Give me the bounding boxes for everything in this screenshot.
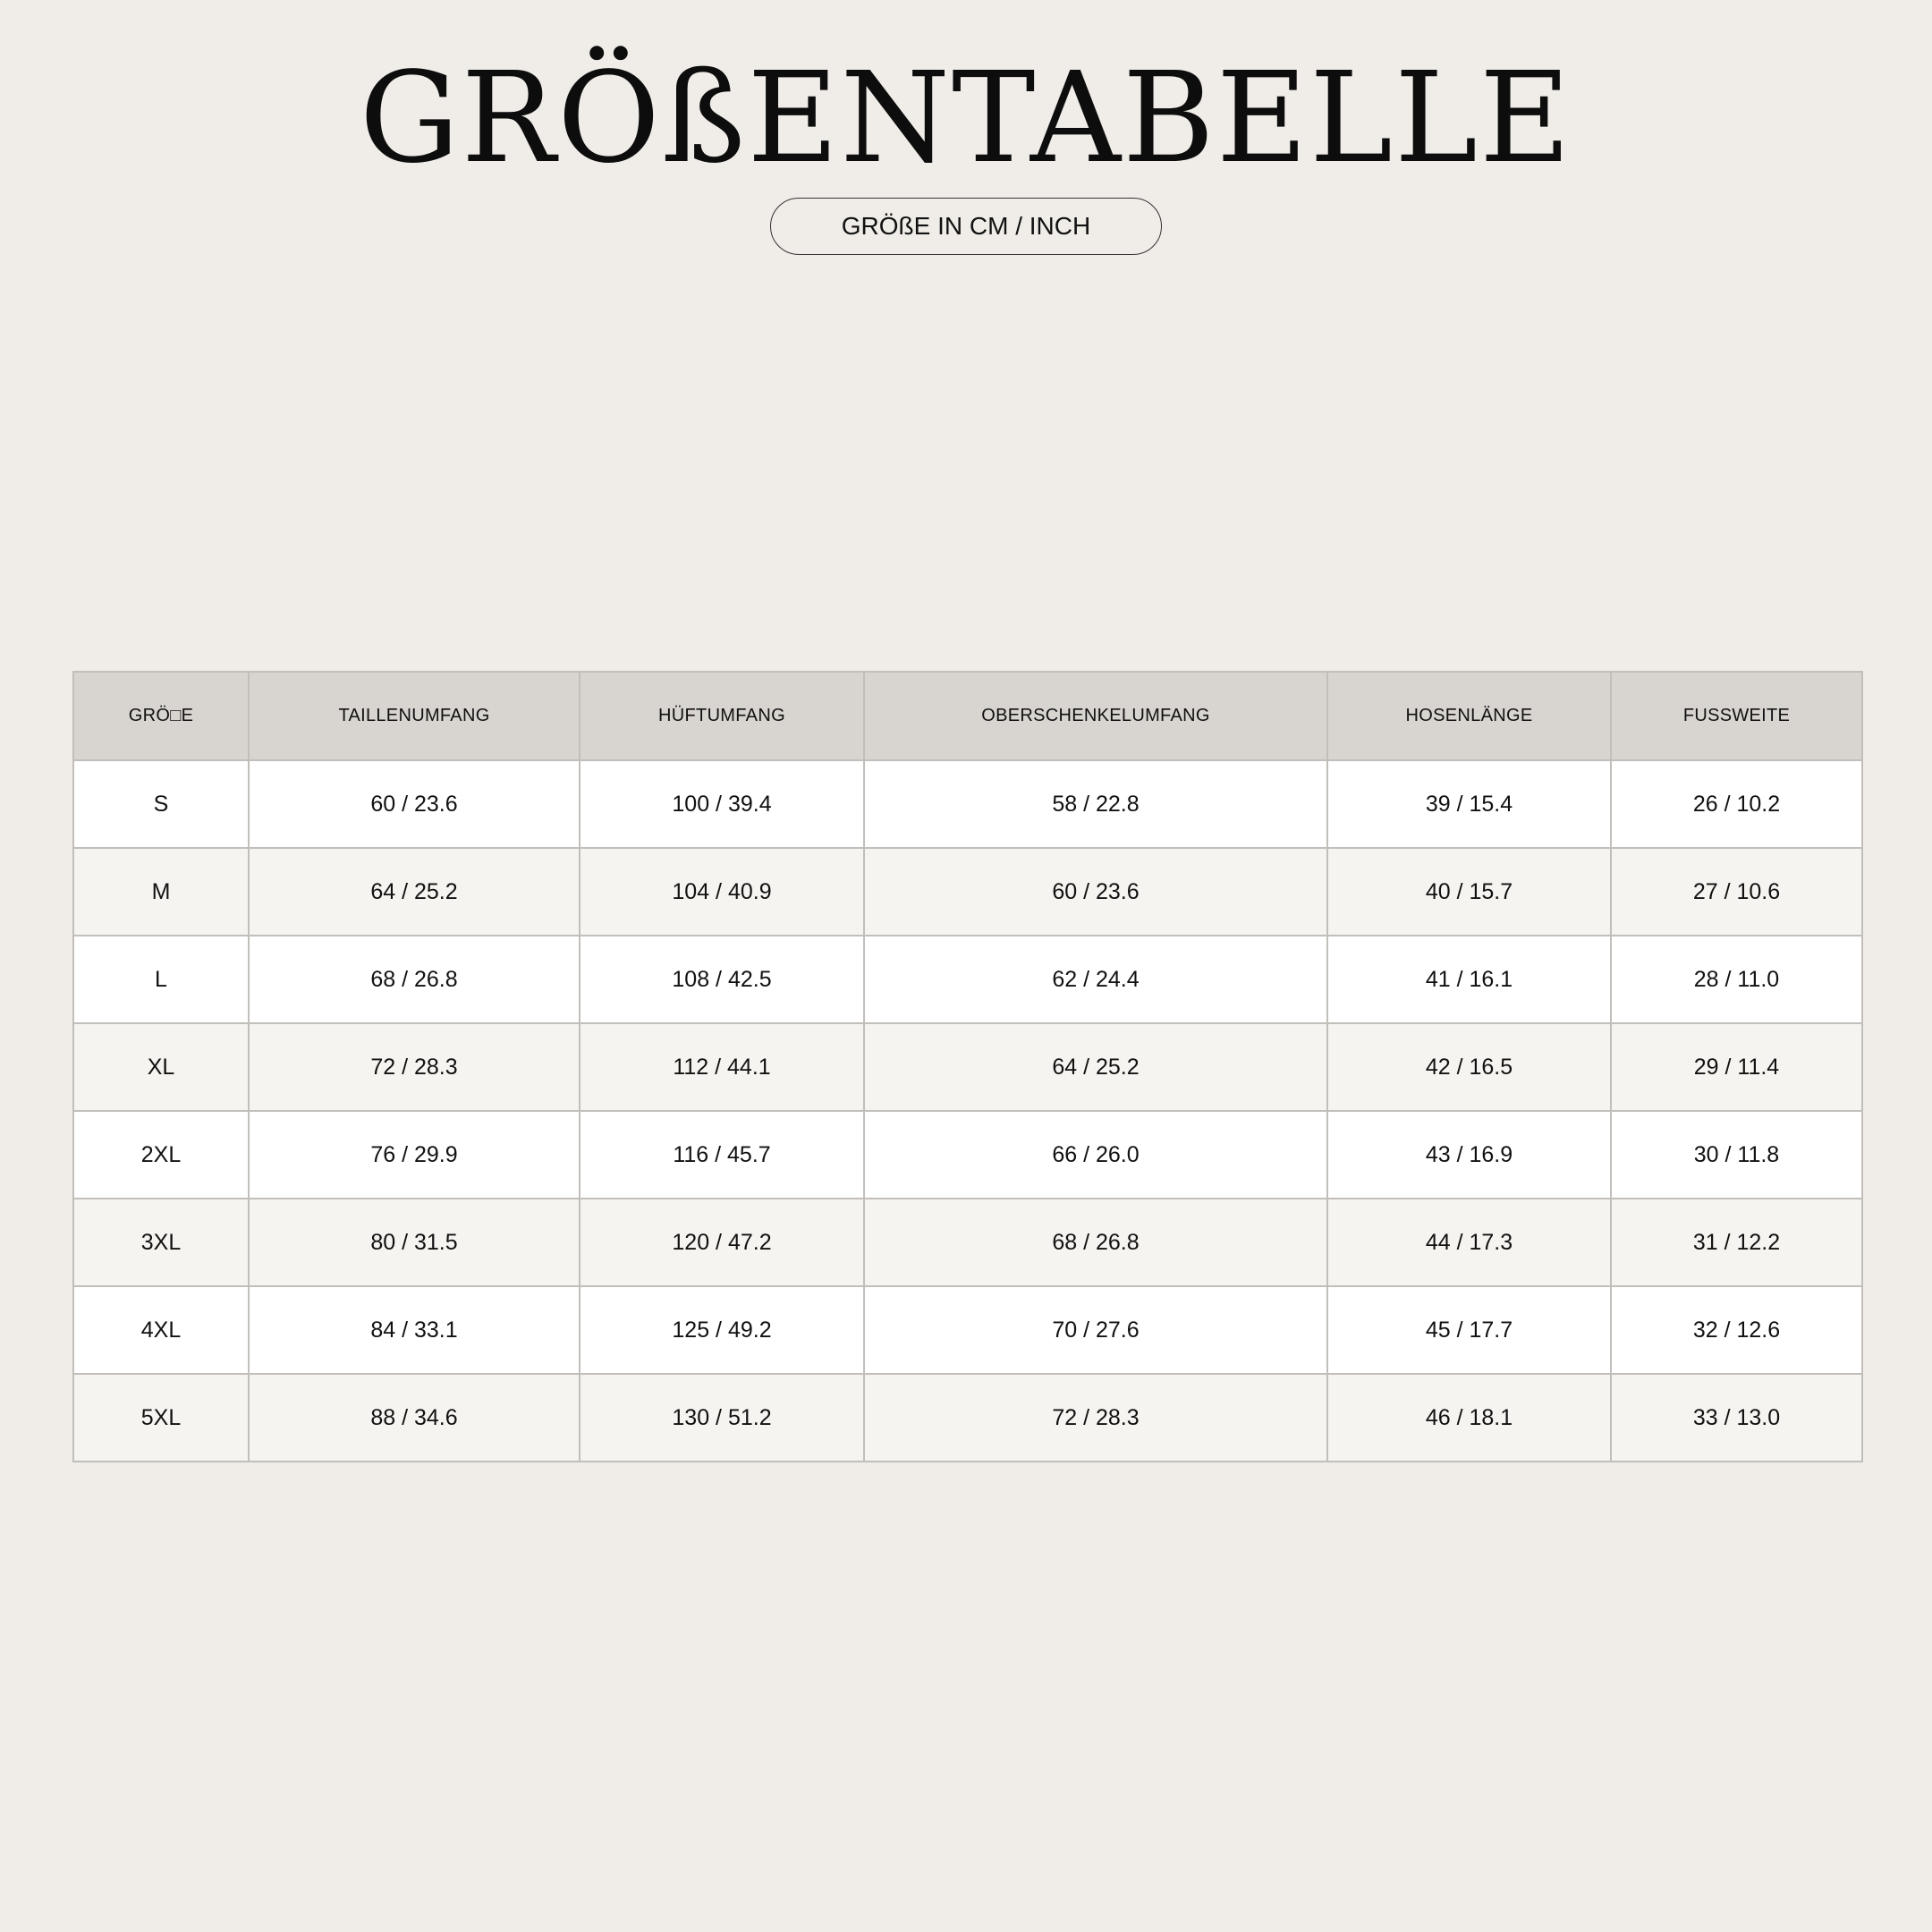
cell-thigh: 62 / 24.4 [864, 936, 1327, 1023]
cell-length: 43 / 16.9 [1327, 1111, 1611, 1199]
cell-size: M [73, 848, 249, 936]
cell-leg-opening: 28 / 11.0 [1611, 936, 1862, 1023]
cell-hip: 108 / 42.5 [580, 936, 864, 1023]
cell-hip: 116 / 45.7 [580, 1111, 864, 1199]
cell-length: 41 / 16.1 [1327, 936, 1611, 1023]
table-row [73, 936, 1862, 1023]
cell-size: 3XL [73, 1199, 249, 1286]
cell-leg-opening: 29 / 11.4 [1611, 1023, 1862, 1111]
cell-size: S [73, 760, 249, 848]
cell-size: L [73, 936, 249, 1023]
cell-thigh: 66 / 26.0 [864, 1111, 1327, 1199]
cell-length: 46 / 18.1 [1327, 1374, 1611, 1462]
cell-thigh: 60 / 23.6 [864, 848, 1327, 936]
cell-thigh: 68 / 26.8 [864, 1199, 1327, 1286]
cell-length: 44 / 17.3 [1327, 1199, 1611, 1286]
cell-leg-opening: 26 / 10.2 [1611, 760, 1862, 848]
table-row [73, 1199, 1862, 1286]
cell-size: 4XL [73, 1286, 249, 1374]
cell-thigh: 58 / 22.8 [864, 760, 1327, 848]
cell-leg-opening: 32 / 12.6 [1611, 1286, 1862, 1374]
cell-hip: 130 / 51.2 [580, 1374, 864, 1462]
cell-hip: 112 / 44.1 [580, 1023, 864, 1111]
column-header-size: GRÖ□E [73, 672, 249, 760]
column-header-thigh: OBERSCHENKELUMFANG [864, 672, 1327, 760]
table-row [73, 1374, 1862, 1462]
cell-thigh: 64 / 25.2 [864, 1023, 1327, 1111]
cell-leg-opening: 30 / 11.8 [1611, 1111, 1862, 1199]
unit-badge: GRÖßE IN CM / INCH [770, 198, 1162, 255]
table-header-row [73, 672, 1862, 760]
cell-thigh: 70 / 27.6 [864, 1286, 1327, 1374]
table-row [73, 1023, 1862, 1111]
cell-size: 2XL [73, 1111, 249, 1199]
page-title: GRÖßENTABELLE [359, 46, 1573, 191]
table-row [73, 1286, 1862, 1374]
cell-length: 45 / 17.7 [1327, 1286, 1611, 1374]
cell-length: 40 / 15.7 [1327, 848, 1611, 936]
column-header-leg-opening: FUSSWEITE [1611, 672, 1862, 760]
cell-waist: 80 / 31.5 [249, 1199, 580, 1286]
cell-size: 5XL [73, 1374, 249, 1462]
cell-hip: 125 / 49.2 [580, 1286, 864, 1374]
table-row [73, 760, 1862, 848]
cell-length: 42 / 16.5 [1327, 1023, 1611, 1111]
cell-hip: 100 / 39.4 [580, 760, 864, 848]
column-header-hip: HÜFTUMFANG [580, 672, 864, 760]
cell-size: XL [73, 1023, 249, 1111]
column-header-length: HOSENLÄNGE [1327, 672, 1611, 760]
cell-thigh: 72 / 28.3 [864, 1374, 1327, 1462]
size-table [72, 671, 1863, 1462]
cell-leg-opening: 33 / 13.0 [1611, 1374, 1862, 1462]
cell-waist: 72 / 28.3 [249, 1023, 580, 1111]
cell-hip: 120 / 47.2 [580, 1199, 864, 1286]
cell-waist: 88 / 34.6 [249, 1374, 580, 1462]
cell-length: 39 / 15.4 [1327, 760, 1611, 848]
column-header-waist: TAILLENUMFANG [249, 672, 580, 760]
cell-waist: 60 / 23.6 [249, 760, 580, 848]
table-body [73, 760, 1862, 1462]
cell-waist: 64 / 25.2 [249, 848, 580, 936]
table-row [73, 1111, 1862, 1199]
cell-waist: 68 / 26.8 [249, 936, 580, 1023]
cell-hip: 104 / 40.9 [580, 848, 864, 936]
cell-leg-opening: 27 / 10.6 [1611, 848, 1862, 936]
cell-leg-opening: 31 / 12.2 [1611, 1199, 1862, 1286]
cell-waist: 76 / 29.9 [249, 1111, 580, 1199]
cell-waist: 84 / 33.1 [249, 1286, 580, 1374]
table-row [73, 848, 1862, 936]
